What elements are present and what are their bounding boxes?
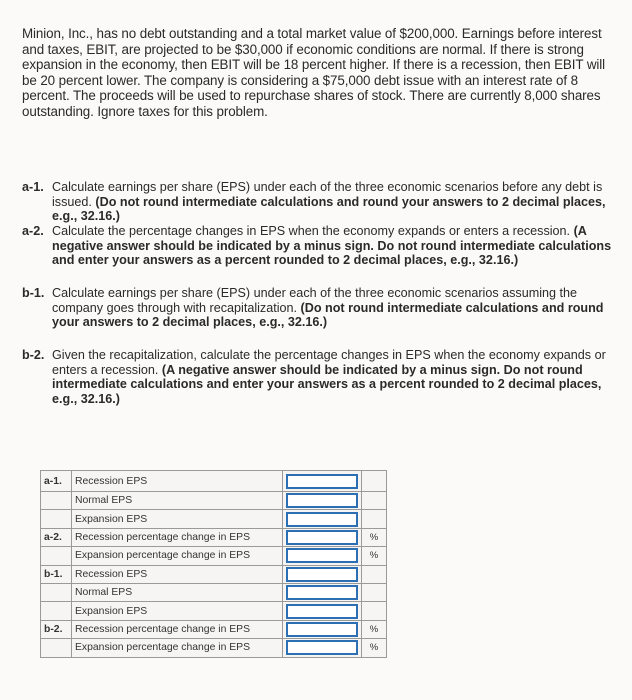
answer-field[interactable] [286,548,358,563]
answer-input[interactable] [283,547,362,565]
question-b2 [22,348,612,406]
table-row [41,492,387,510]
question-a2 [22,224,612,268]
question-text: Calculate earnings per share (EPS) under each of the three economic scenarios assuming the company goes through with recapitalization. [52,286,578,315]
row-description: Recession EPS [72,565,283,583]
row-label [41,602,72,620]
row-label [41,492,72,510]
answer-table [40,470,387,658]
answer-input[interactable] [283,602,362,620]
answer-field[interactable] [286,604,358,619]
unit-label [362,602,387,620]
unit-label [362,471,387,492]
table-row [41,565,387,583]
unit-label: % [362,639,387,657]
unit-label [362,583,387,601]
question-a1 [22,180,612,224]
unit-label: % [362,547,387,565]
answer-input[interactable] [283,565,362,583]
question-label: b-1. [22,286,45,300]
row-description: Normal EPS [72,583,283,601]
row-label [41,547,72,565]
answer-field[interactable] [286,622,358,637]
answer-field[interactable] [286,474,358,489]
question-text: Given the recapitalization, calculate the percentage changes in EPS when the economy expands or enters a recession. [52,348,606,377]
question-instructions: (Do not round intermediate calculations and round your answers to 2 decimal places, e.g., 32.16.) [52,194,606,224]
unit-label [362,510,387,528]
question-label: a-2. [22,224,44,238]
problem-intro: Minion, Inc., has no debt outstanding and a total market value of $200,000. Earnings before interest and taxes, EBIT, are projected to be $30,000 if economic conditions are normal. If there is strong expansion in the economy, then EBIT will be 18 percent higher. If there is a recession, then EBIT will be 20 percent lower. The company is considering a $75,000 debt issue with an interest rate of 8 percent. The proceeds will be used to repurchase shares of stock. There are currently 8,000 shares outstanding. Ignore taxes for this problem. [22,26,606,119]
row-description: Recession percentage change in EPS [72,528,283,546]
table-row [41,620,387,638]
answer-field[interactable] [286,493,358,508]
answer-field[interactable] [286,585,358,600]
row-description: Expansion EPS [72,510,283,528]
row-description: Recession EPS [72,471,283,492]
answer-input[interactable] [283,492,362,510]
unit-label: % [362,620,387,638]
table-row [41,639,387,657]
answer-input[interactable] [283,583,362,601]
row-label: b-1. [41,565,72,583]
row-label [41,639,72,657]
row-label [41,583,72,601]
row-description: Expansion percentage change in EPS [72,639,283,657]
answer-input[interactable] [283,620,362,638]
row-description: Recession percentage change in EPS [72,620,283,638]
row-description: Normal EPS [72,492,283,510]
answer-field[interactable] [286,640,358,655]
answer-field[interactable] [286,530,358,545]
row-description: Expansion percentage change in EPS [72,547,283,565]
table-row [41,471,387,492]
question-instructions: (Do not round intermediate calculations and round your answers to 2 decimal places, e.g., 32.16.) [52,300,604,330]
question-text: Calculate earnings per share (EPS) under each of the three economic scenarios before any debt is issued. [52,180,603,209]
row-label [41,510,72,528]
row-label: a-1. [41,471,72,492]
question-instructions: (A negative answer should be indicated by a minus sign. Do not round intermediate calculations and enter your answers as a percent rounded to 2 decimal places, e.g., 32.16.) [52,362,602,406]
row-label: a-2. [41,528,72,546]
answer-input[interactable] [283,528,362,546]
row-description: Expansion EPS [72,602,283,620]
question-label: b-2. [22,348,45,362]
question-label: a-1. [22,180,44,194]
table-row [41,547,387,565]
unit-label [362,492,387,510]
unit-label: % [362,528,387,546]
table-row [41,528,387,546]
answer-input[interactable] [283,510,362,528]
table-row [41,602,387,620]
table-row [41,510,387,528]
answer-input[interactable] [283,639,362,657]
answer-field[interactable] [286,567,358,582]
row-label: b-2. [41,620,72,638]
question-instructions: (A negative answer should be indicated by a minus sign. Do not round intermediate calculations and enter your answers as a percent rounded to 2 decimal places, e.g., 32.16.) [52,224,612,268]
unit-label [362,565,387,583]
question-text: Calculate the percentage changes in EPS when the economy expands or enters a recession. [52,224,571,238]
answer-input[interactable] [283,471,362,492]
table-row [41,583,387,601]
answer-field[interactable] [286,512,358,527]
question-b1 [22,286,612,330]
